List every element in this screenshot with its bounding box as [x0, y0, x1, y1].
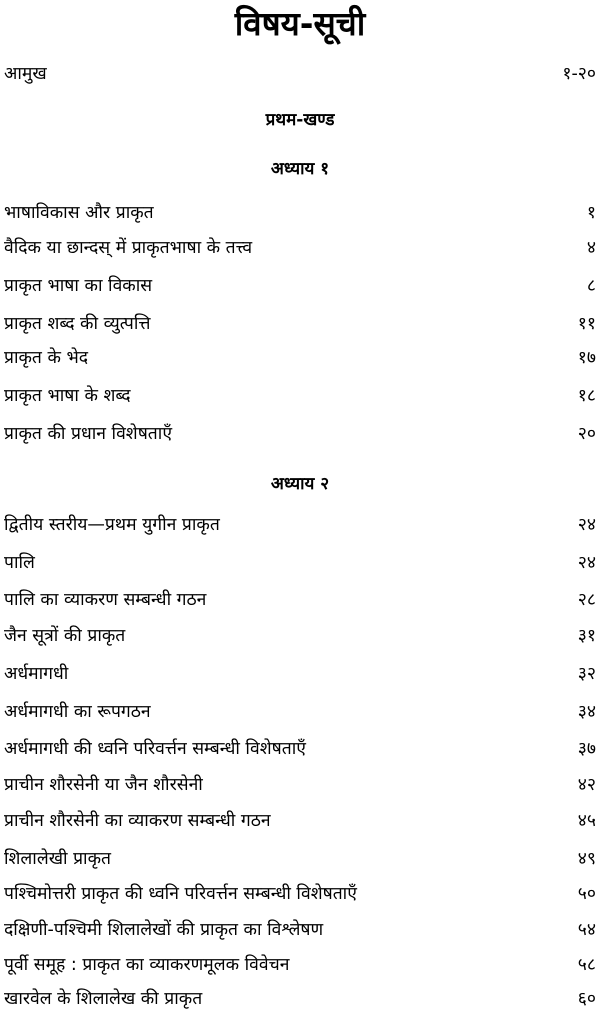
- toc-entry: [4, 620, 596, 650]
- entry-label: अर्धमागधी का रूपगठन: [4, 702, 151, 722]
- toc-entry-intro: [4, 58, 596, 88]
- entry-page-number: १८: [577, 386, 596, 406]
- toc-entry: [4, 983, 596, 1013]
- toc-entry: [4, 805, 596, 835]
- toc-entry: [4, 658, 596, 688]
- part-heading: प्रथम-खण्ड: [265, 110, 335, 130]
- entry-label: आमुख: [4, 64, 47, 84]
- entry-label: अर्धमागधी: [4, 664, 69, 684]
- entry-label: दक्षिणी-पश्चिमी शिलालेखों की प्राकृत का विश्लेषण: [4, 920, 324, 940]
- toc-entry: [4, 308, 596, 338]
- entry-label: प्राकृत भाषा का विकास: [4, 276, 153, 296]
- entry-page-number: ३२: [577, 664, 596, 684]
- chapter-heading: अध्याय २: [270, 474, 330, 494]
- toc-entry: [4, 197, 596, 227]
- entry-label: प्राकृत शब्द की व्युत्पत्ति: [4, 314, 151, 334]
- entry-label: खारवेल के शिलालेख की प्राकृत: [4, 989, 203, 1009]
- entry-page-number: ३७: [577, 739, 596, 759]
- entry-page-number: ३१: [577, 626, 596, 646]
- entry-page-number: ४९: [577, 849, 596, 869]
- chapter-heading: अध्याय १: [270, 159, 330, 179]
- toc-entry: [4, 380, 596, 410]
- entry-label: भाषाविकास और प्राकृत: [4, 203, 154, 223]
- toc-entry: [4, 342, 596, 372]
- entry-page-number: ५८: [577, 955, 596, 975]
- page-title: विषय-सूची: [234, 4, 366, 43]
- entry-label: अर्धमागधी की ध्वनि परिवर्त्तन सम्बन्धी विशेषताएँ: [4, 739, 306, 759]
- entry-page-number: ८: [586, 276, 596, 296]
- toc-entry: [4, 914, 596, 944]
- toc-entry: [4, 270, 596, 300]
- entry-label: प्राचीन शौरसेनी का व्याकरण सम्बन्धी गठन: [4, 811, 271, 831]
- entry-page-number: ४: [586, 238, 596, 258]
- entry-page-number: १-२०: [562, 64, 596, 84]
- entry-page-number: ६०: [577, 989, 596, 1009]
- entry-page-number: २८: [577, 590, 596, 610]
- toc-entry: [4, 843, 596, 873]
- entry-label: वैदिक या छान्दस् में प्राकृतभाषा के तत्त्व: [4, 238, 253, 258]
- toc-entry: [4, 232, 596, 262]
- entry-page-number: २४: [577, 515, 596, 535]
- entry-page-number: ४५: [577, 811, 596, 831]
- toc-entry: [4, 733, 596, 763]
- entry-page-number: ५४: [577, 920, 596, 940]
- entry-label: प्राकृत की प्रधान विशेषताएँ: [4, 424, 172, 444]
- entry-label: द्वितीय स्तरीय—प्रथम युगीन प्राकृत: [4, 515, 220, 535]
- entry-page-number: ४२: [577, 775, 596, 795]
- entry-label: पूर्वी समूह : प्राकृत का व्याकरणमूलक विवेचन: [4, 955, 290, 975]
- entry-page-number: २४: [577, 553, 596, 573]
- toc-entry: [4, 949, 596, 979]
- entry-label: प्राकृत के भेद: [4, 348, 89, 368]
- entry-label: प्राकृत भाषा के शब्द: [4, 386, 131, 406]
- entry-page-number: ३४: [577, 702, 596, 722]
- entry-label: शिलालेखी प्राकृत: [4, 849, 112, 869]
- entry-page-number: १: [586, 203, 596, 223]
- entry-page-number: १७: [577, 348, 596, 368]
- entry-page-number: २०: [577, 424, 596, 444]
- entry-page-number: ११: [577, 314, 596, 334]
- toc-entry: [4, 696, 596, 726]
- entry-label: प्राचीन शौरसेनी या जैन शौरसेनी: [4, 775, 203, 795]
- toc-entry: [4, 769, 596, 799]
- entry-label: पालि: [4, 553, 35, 573]
- entry-page-number: ५०: [577, 884, 596, 904]
- entry-label: जैन सूत्रों की प्राकृत: [4, 626, 126, 646]
- toc-entry: [4, 584, 596, 614]
- toc-entry: [4, 878, 596, 908]
- entry-label: पश्चिमोत्तरी प्राकृत की ध्वनि परिवर्त्तन सम्बन्धी विशेषताएँ: [4, 884, 357, 904]
- toc-entry: [4, 547, 596, 577]
- toc-entry: [4, 509, 596, 539]
- entry-label: पालि का व्याकरण सम्बन्धी गठन: [4, 590, 207, 610]
- toc-entry: [4, 418, 596, 448]
